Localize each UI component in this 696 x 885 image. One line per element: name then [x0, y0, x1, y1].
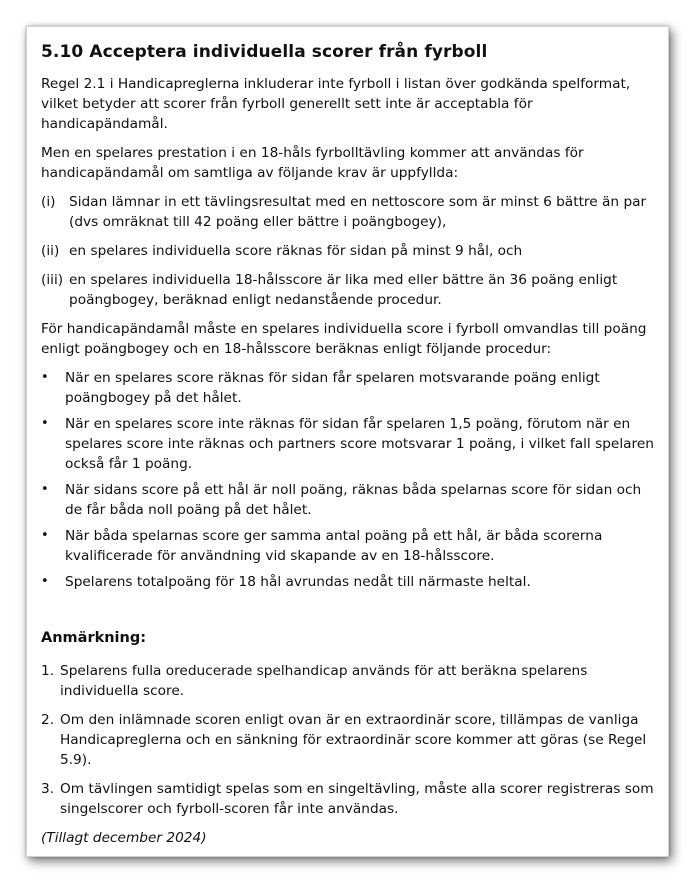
bullet-text: Spelarens totalpoäng för 18 hål avrundas nedåt till närmaste heltal.	[65, 574, 531, 590]
list-item	[41, 526, 654, 566]
bullet-text: När en spelares score räknas för sidan får spelaren motsvarande poäng enligt poängbogey på det hålet.	[65, 370, 600, 406]
note-number: 1.	[41, 663, 55, 679]
section-title: 5.10 Acceptera individuella scorer från fyrboll	[41, 42, 488, 62]
condition-item	[41, 241, 654, 261]
condition-text: en spelares individuella 18-hålsscore är lika med eller bättre än 36 poäng enligt poängbogey, beräknad enligt nedanstående procedur.	[69, 272, 618, 308]
note-number: 3.	[41, 781, 55, 797]
condition-text: Sidan lämnar in ett tävlingsresultat med en nettoscore som är minst 6 bättre än par (dvs omräknat till 42 poäng eller bättre i poängbogey),	[69, 194, 647, 230]
bullet-icon: •	[41, 574, 49, 589]
condition-text: en spelares individuella score räknas för sidan på minst 9 hål, och	[69, 243, 523, 259]
bullet-text: När sidans score på ett hål är noll poäng, räknas båda spelarnas score för sidan och de får båda noll poäng på det hålet.	[65, 482, 642, 518]
bullet-icon: •	[41, 482, 49, 497]
note-heading: Anmärkning:	[41, 630, 147, 646]
bullet-icon: •	[41, 370, 49, 385]
document-page	[26, 26, 669, 857]
condition-item	[41, 270, 654, 310]
note-item	[41, 779, 654, 819]
condition-item	[41, 192, 654, 232]
note-text: Om den inlämnade scoren enligt ovan är en extraordinär score, tillämpas de vanliga Handicapreglerna och en sänkning för extraordinär score kommer att göras (se Regel 5.9).	[60, 712, 647, 768]
note-item	[41, 661, 654, 701]
intro-paragraph-2: Men en spelares prestation i en 18-håls fyrbolltävling kommer att användas för handicapändamål om samtliga av följande krav är uppfyllda:	[41, 145, 584, 181]
condition-label: (ii)	[41, 243, 60, 259]
list-item	[41, 572, 654, 592]
added-date-note: (Tillagt december 2024)	[41, 830, 207, 846]
procedure-intro: För handicapändamål måste en spelares individuella score i fyrboll omvandlas till poäng enligt poängbogey och en 18-hålsscore beräknas enligt följande procedur:	[41, 321, 647, 357]
procedure-list	[41, 368, 654, 592]
note-item	[41, 710, 654, 770]
bullet-icon: •	[41, 528, 49, 543]
list-item	[41, 368, 654, 408]
intro-paragraph-1: Regel 2.1 i Handicapreglerna inkluderar inte fyrboll i listan över godkända spelformat, vilket betyder att scorer från fyrboll generellt sett inte är acceptabla för handicapändamål.	[41, 76, 631, 132]
bullet-text: När båda spelarnas score ger samma antal poäng på ett hål, är båda scorerna kvalificerade för användning vid skapande av en 18-hålsscore.	[65, 528, 603, 564]
bullet-icon: •	[41, 416, 49, 431]
note-text: Spelarens fulla oreducerade spelhandicap används för att beräkna spelarens individuella score.	[60, 663, 588, 699]
list-item	[41, 414, 654, 474]
list-item	[41, 480, 654, 520]
note-list	[41, 661, 654, 819]
conditions-list	[41, 192, 654, 310]
note-number: 2.	[41, 712, 55, 728]
condition-label: (iii)	[41, 272, 64, 288]
condition-label: (i)	[41, 194, 56, 210]
bullet-text: När en spelares score inte räknas för sidan får spelaren 1,5 poäng, förutom när en spelares score inte räknas och partners score motsvarar 1 poäng, i vilket fall spelaren också får 1 poäng.	[65, 416, 654, 472]
note-text: Om tävlingen samtidigt spelas som en singeltävling, måste alla scorer registreras som singelscorer och fyrboll-scoren får inte användas.	[60, 781, 654, 817]
